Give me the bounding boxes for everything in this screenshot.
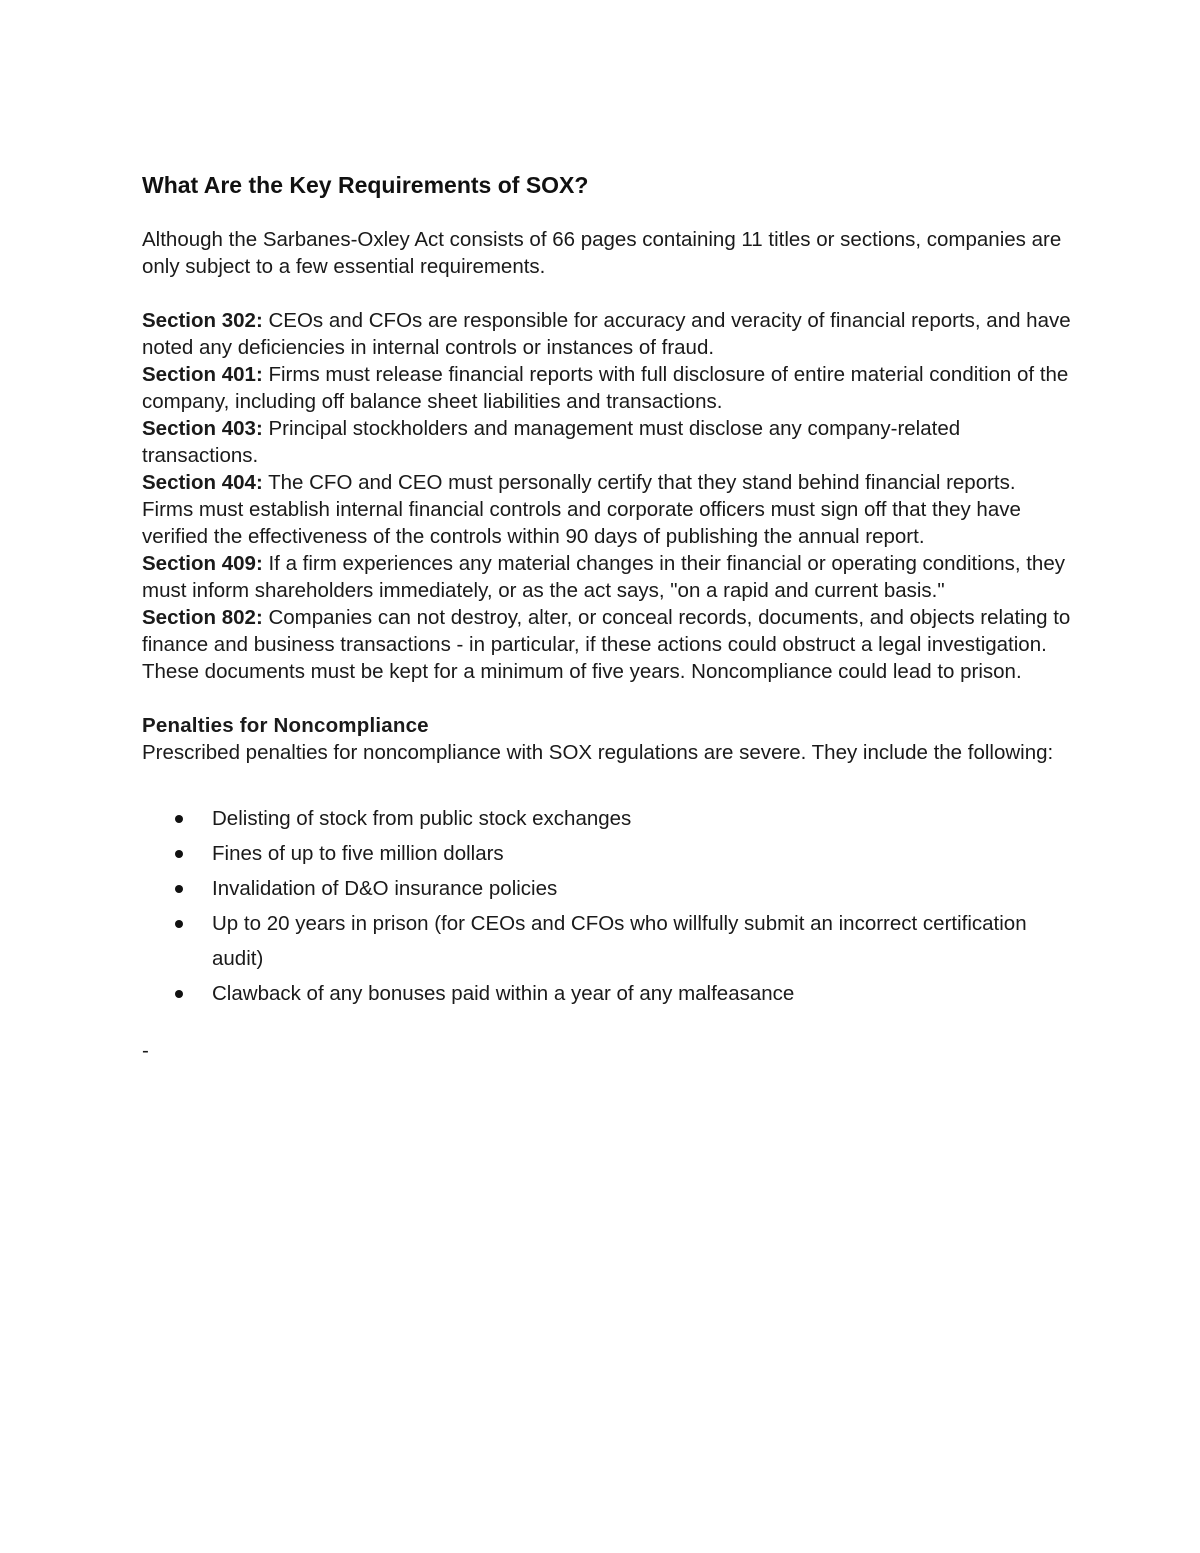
section-802	[142, 604, 1072, 685]
section-text: Principal stockholders and management must disclose any company-related transactions.	[142, 417, 961, 467]
section-label: Section 401:	[142, 363, 263, 386]
bullet-icon	[175, 920, 183, 928]
section-label: Section 409:	[142, 552, 263, 575]
bullet-icon	[175, 990, 183, 998]
list-item	[212, 871, 1072, 906]
bullet-icon	[175, 885, 183, 893]
list-item	[212, 976, 1072, 1011]
bullet-icon	[175, 850, 183, 858]
section-409	[142, 550, 1072, 604]
intro-paragraph: Although the Sarbanes-Oxley Act consists of 66 pages containing 11 titles or sections, companies are only subject to a few essential requirements.	[142, 228, 1062, 278]
section-404	[142, 469, 1072, 550]
trailing-dash: -	[142, 1039, 149, 1062]
section-401	[142, 361, 1072, 415]
list-item-text: Clawback of any bonuses paid within a year of any malfeasance	[212, 982, 795, 1005]
section-label: Section 802:	[142, 606, 263, 629]
section-302	[142, 307, 1072, 361]
bullet-icon	[175, 815, 183, 823]
page-title: What Are the Key Requirements of SOX?	[142, 172, 589, 198]
section-text: CEOs and CFOs are responsible for accuracy and veracity of financial reports, and have noted any deficiencies in internal controls or instances of fraud.	[142, 309, 1071, 359]
penalties-heading: Penalties for Noncompliance	[142, 714, 429, 737]
list-item-text: Fines of up to five million dollars	[212, 842, 504, 865]
document-body	[142, 168, 1072, 1064]
list-item-text: Up to 20 years in prison (for CEOs and CFOs who willfully submit an incorrect certification audit)	[212, 912, 1027, 970]
section-text: The CFO and CEO must personally certify that they stand behind financial reports. Firms must establish internal financial controls and corporate officers must sign off that they have verified the effectiveness of the controls within 90 days of publishing the annual report.	[142, 471, 1021, 548]
list-item	[212, 906, 1072, 976]
section-label: Section 404:	[142, 471, 263, 494]
section-403	[142, 415, 1072, 469]
list-item	[212, 801, 1072, 836]
section-label: Section 403:	[142, 417, 263, 440]
penalties-list	[142, 801, 1072, 1011]
list-item-text: Delisting of stock from public stock exchanges	[212, 807, 632, 830]
penalties-intro: Prescribed penalties for noncompliance with SOX regulations are severe. They include the following:	[142, 741, 1054, 764]
section-text: If a firm experiences any material changes in their financial or operating conditions, they must inform shareholders immediately, or as the act says, "on a rapid and current basis."	[142, 552, 1065, 602]
section-text: Firms must release financial reports with full disclosure of entire material condition of the company, including off balance sheet liabilities and transactions.	[142, 363, 1069, 413]
section-label: Section 302:	[142, 309, 263, 332]
section-text: Companies can not destroy, alter, or conceal records, documents, and objects relating to finance and business transactions - in particular, if these actions could obstruct a legal investigation. These documents must be kept for a minimum of five years. Noncompliance could lead to prison.	[142, 606, 1071, 683]
list-item	[212, 836, 1072, 871]
sections-list	[142, 307, 1072, 685]
list-item-text: Invalidation of D&O insurance policies	[212, 877, 558, 900]
